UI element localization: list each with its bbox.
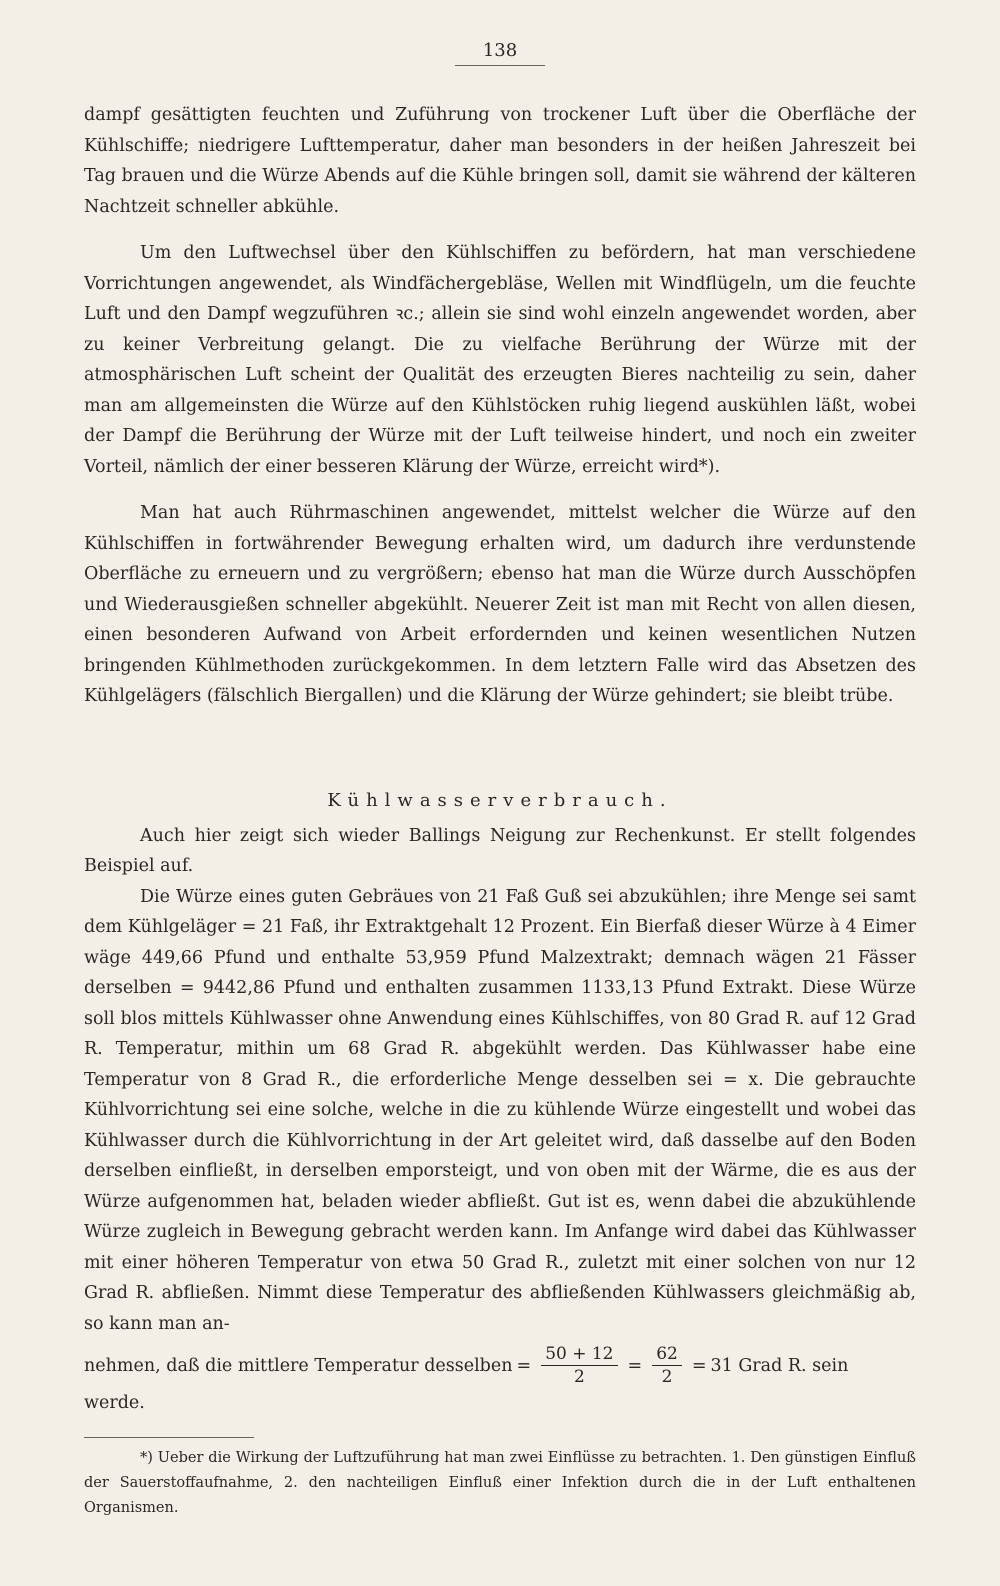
formula-equals-3: = (691, 1355, 707, 1376)
fraction-1-numerator: 50 + 12 (541, 1343, 617, 1366)
section-title: Kühlwasserverbrauch. (327, 789, 673, 811)
formula-suffix: 31 Grad R. sein (710, 1355, 849, 1376)
section-paragraph-1: Auch hier zeigt sich wieder Ballings Neigung zur Rechenkunst. Er stellt folgendes Beispiel auf. (84, 825, 916, 876)
fraction-1 (541, 1343, 617, 1388)
fraction-2-denominator: 2 (661, 1367, 673, 1387)
fraction-2 (652, 1343, 682, 1388)
closing-line: werde. (84, 1393, 145, 1413)
fraction-2-numerator: 62 (652, 1343, 682, 1366)
formula-line (84, 1343, 916, 1388)
section-paragraph-2: Die Würze eines guten Gebräues von 21 Faß Guß sei abzukühlen; ihre Menge sei samt dem Kühlgeläger = 21 Faß, ihr Extraktgehalt 12 Prozent. Ein Bierfaß dieser Würze à 4 Eimer wäge 449,66 Pfund und enthalte 53,959 Pfund Malzextrakt; demnach wägen 21 Fässer derselben = 9442,86 Pfund und enthalten zusammen 1133,13 Pfund Extrakt. Diese Würze soll blos mittels Kühlwasser ohne Anwendung eines Kühlschiffes, von 80 Grad R. auf 12 Grad R. Temperatur, mithin um 68 Grad R. abgekühlt werden. Das Kühlwasser habe eine Temperatur von 8 Grad R., die erforderliche Menge desselben sei = x. Die gebrauchte Kühlvorrichtung sei eine solche, welche in die zu kühlende Würze eingestellt und wobei das Kühlwasser durch die Kühlvorrichtung in der Art geleitet wird, daß dasselbe auf den Boden derselben einfließt, in derselben emporsteigt, und von oben mit der Wärme, die es aus der Würze aufgenommen hat, beladen wieder abfließt. Gut ist es, wenn dabei die abzukühlende Würze zugleich in Bewegung gebracht werden kann. Im Anfange wird dabei das Kühlwasser mit einer höheren Temperatur von etwa 50 Grad R., zuletzt mit einer solchen von nur 12 Grad R. abfließen. Nimmt diese Temperatur des abfließenden Kühlwassers gleichmäßig ab, so kann man an- (84, 886, 916, 1334)
page-number: 138 (455, 40, 545, 66)
formula-prefix: nehmen, daß die mittlere Temperatur desselben (84, 1355, 513, 1376)
footnote-divider (84, 1437, 254, 1438)
formula-equals-2: = (627, 1355, 643, 1376)
paragraph-1: dampf gesättigten feuchten und Zuführung von trockener Luft über die Oberfläche der Kühlschiffe; niedrigere Lufttemperatur, daher man besonders in der heißen Jahreszeit bei Tag brauen und die Würze Abends auf die Kühle bringen soll, damit sie während der kälteren Nachtzeit schneller abkühle. (84, 105, 916, 217)
formula-equals-1: = (516, 1355, 532, 1376)
fraction-1-denominator: 2 (573, 1367, 585, 1387)
paragraph-2: Um den Luftwechsel über den Kühlschiffen zu befördern, hat man verschiedene Vorrichtungen angewendet, als Windfächergebläse, Wellen mit Windflügeln, um die feuchte Luft und den Dampf wegzuführen ꝛc.; allein sie sind wohl einzeln angewendet worden, aber zu keiner Verbreitung gelangt. Die zu vielfache Berührung der Würze mit der atmosphärischen Luft scheint der Qualität des erzeugten Bieres nachteilig zu sein, daher man am allgemeinsten die Würze auf den Kühlstöcken ruhig liegend auskühlen läßt, wobei der Dampf die Berührung der Würze mit der Luft teilweise hindert, und noch ein zweiter Vorteil, nämlich der einer besseren Klärung der Würze, erreicht wird*). (84, 243, 916, 477)
footnote: *) Ueber die Wirkung der Luftzuführung hat man zwei Einflüsse zu betrachten. 1. Den günstigen Einfluß der Sauerstoffaufnahme, 2. den nachteiligen Einfluß einer Infektion durch die in der Luft enthaltenen Organismen. (84, 1449, 916, 1516)
paragraph-3: Man hat auch Rührmaschinen angewendet, mittelst welcher die Würze auf den Kühlschiffen in fortwährender Bewegung erhalten wird, um dadurch ihre verdunstende Oberfläche zu erneuern und zu vergrößern; ebenso hat man die Würze durch Ausschöpfen und Wiederausgießen schneller abgekühlt. Neuerer Zeit ist man mit Recht von allen diesen, einen besonderen Aufwand von Arbeit erfordernden und keinen wesentlichen Nutzen bringenden Kühlmethoden zurückgekommen. In dem letztern Falle wird das Absetzen des Kühlgelägers (fälschlich Biergallen) und die Klärung der Würze gehindert; sie bleibt trübe. (84, 503, 916, 706)
body-text (84, 100, 916, 1521)
